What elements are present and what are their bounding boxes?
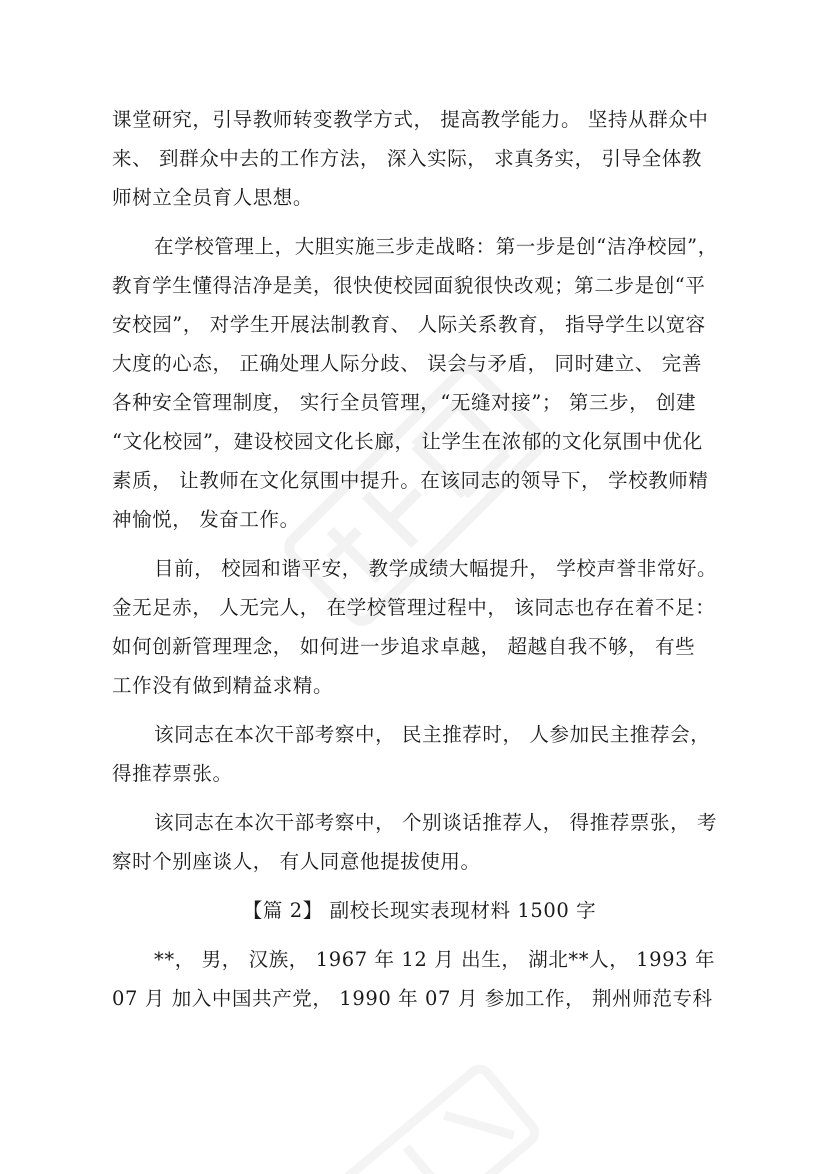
text-line: 神愉悦， 发奋工作。 [112, 508, 300, 531]
text-line: 各种安全管理制度， 实行全员管理，“无缝对接”； 第三步， 创建 [112, 391, 697, 414]
text-line: 大度的心态， 正确处理人际分歧、 误会与矛盾， 同时建立、 完善 [112, 352, 702, 375]
text-line: 金无足赤， 人无完人， 在学校管理过程中， 该同志也存在着不足： [112, 596, 716, 619]
paragraph-current-status [112, 549, 718, 705]
text-line: “文化校园”，建设校园文化长廊， 让学生在浓郁的文化氛围中优化 [112, 430, 703, 453]
text-line: 07 月 加入中国共产党， 1990 年 07 月 参加工作， 荆州师范专科 [112, 987, 713, 1010]
paragraph-democratic-recommendation [112, 715, 711, 793]
text-line: 如何创新管理理念， 如何进一步追求卓越， 超越自我不够， 有些 [112, 635, 696, 658]
text-line: 该同志在本次干部考察中， 民主推荐时， 人参加民主推荐会， [154, 723, 711, 746]
text-line: 师树立全员育人思想。 [112, 186, 314, 209]
text-line: 来、 到群众中去的工作方法， 深入实际， 求真务实， 引导全体教 [112, 147, 702, 170]
text-line: 课堂研究，引导教师转变教学方式， 提高教学能力。 坚持从群众中 [112, 108, 709, 131]
paragraph-school-management [112, 227, 718, 539]
paragraph-individual-talks [112, 803, 718, 881]
paragraph-personal-intro [112, 940, 716, 1018]
text-line: **， 男， 汉族， 1967 年 12 月 出生， 湖北**人， 1993 年 [154, 948, 716, 971]
text-line: 安校园”， 对学生开展法制教育、 人际关系教育， 指导学生以宽容 [112, 313, 706, 336]
text-line: 该同志在本次干部考察中， 个别谈话推荐人， 得推荐票张， 考 [154, 811, 718, 834]
text-line: 得推荐票张。 [112, 762, 233, 785]
text-line: 在学校管理上，大胆实施三步走战略：第一步是创“洁净校园”， [154, 235, 718, 258]
document-body [112, 100, 718, 1028]
text-line: 素质， 让教师在文化氛围中提升。在该同志的领导下， 学校教师精 [112, 469, 709, 492]
section-heading: 【篇 2】 副校长现实表现材料 1500 字 [242, 899, 597, 922]
text-line: 工作没有做到精益求精。 [112, 674, 334, 697]
text-line: 教育学生懂得洁净是美，很快使校园面貌很快改观；第二步是创“平 [112, 274, 706, 297]
watermark-logo-icon [300, 1060, 560, 1174]
paragraph-teaching-research [112, 100, 707, 217]
text-line: 目前， 校园和谐平安， 教学成绩大幅提升， 学校声誉非常好。 [154, 557, 718, 580]
text-line: 察时个别座谈人， 有人同意他提拔使用。 [112, 850, 481, 873]
